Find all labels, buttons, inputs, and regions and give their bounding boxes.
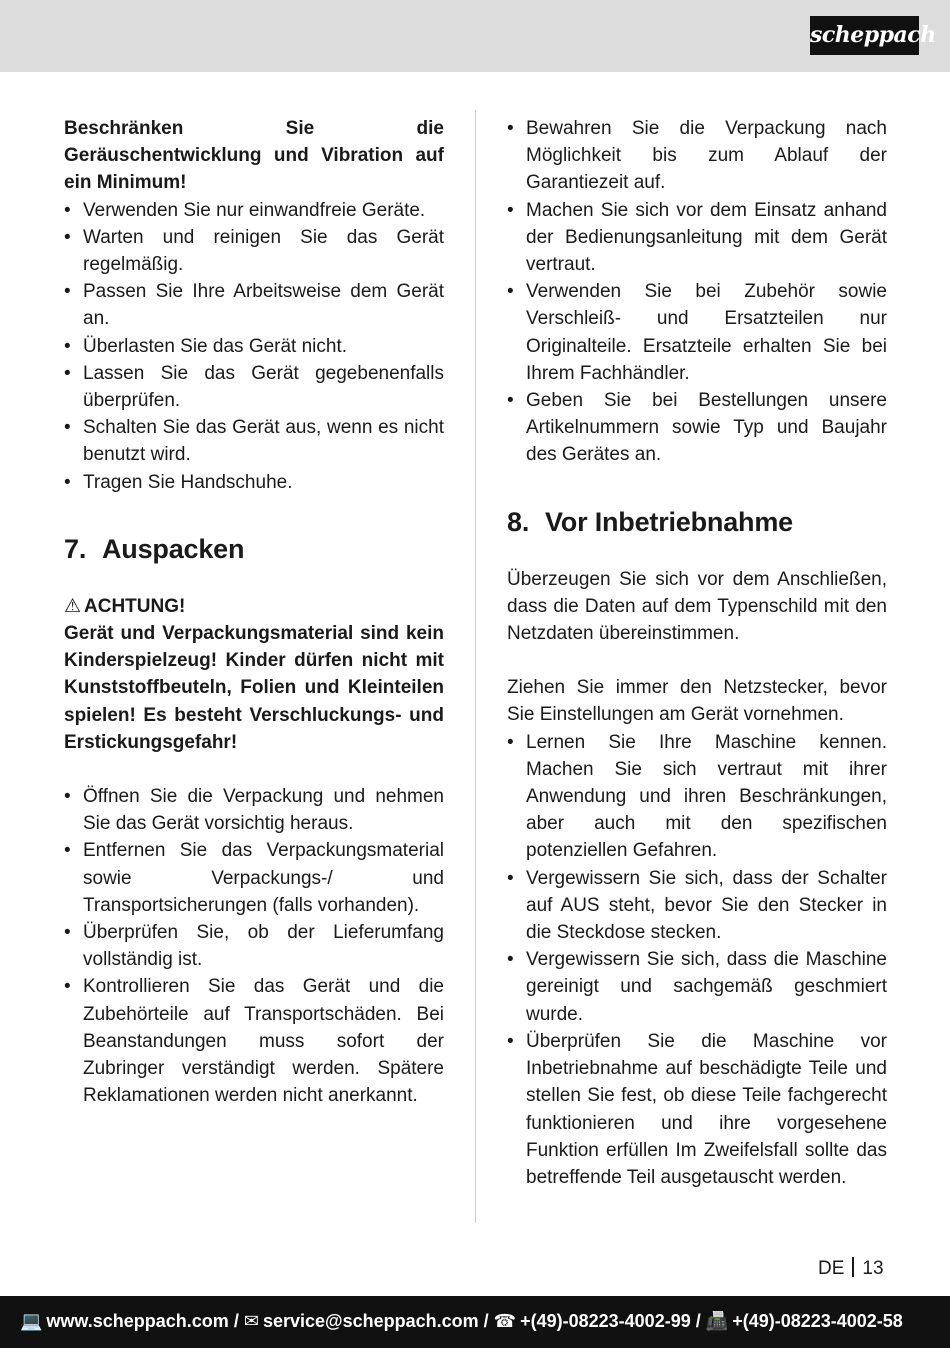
list-item: • Lassen Sie das Gerät gegebenenfalls überprüfen.	[64, 360, 444, 414]
bullet: •	[64, 840, 71, 862]
section-7-heading: 7. Auspacken	[64, 533, 245, 564]
bullet: •	[64, 922, 71, 944]
bullet: •	[507, 949, 514, 971]
list-item: • Passen Sie Ihre Arbeitsweise dem Gerät an.	[64, 278, 444, 332]
computer-icon: 💻	[20, 1311, 43, 1331]
bullet: •	[64, 335, 71, 357]
page-number-separator	[852, 1257, 854, 1277]
bullet: •	[64, 362, 71, 384]
footer-website-link[interactable]: www.scheppach.com	[46, 1311, 229, 1331]
noise-vibration-intro: Beschränken Sie die Geräuschentwicklung und Vibration auf ein Minimum!	[64, 118, 444, 194]
list-item: • Überprüfen Sie, ob der Lieferumfang vollständig ist.	[64, 919, 444, 973]
bullet: •	[64, 786, 71, 808]
warning-triangle-icon: ⚠	[64, 595, 82, 617]
footer-email-link[interactable]: service@scheppach.com	[262, 1311, 479, 1331]
packaging-list	[507, 115, 887, 469]
warning-text: Gerät und Verpackungsmaterial sind kein Kinderspielzeug! Kinder dürfen nicht mit Kunststoffbeuteln, Folien und Kleinteilen spielen! Es besteht Verschluckungs- und Erstickungsgefahr!	[64, 623, 444, 753]
unplug-paragraph: Ziehen Sie immer den Netzstecker, bevor Sie Einstellungen am Gerät vornehmen.	[507, 677, 887, 726]
right-column	[507, 115, 887, 1191]
bullet: •	[64, 976, 71, 998]
bullet: •	[507, 199, 514, 221]
list-item: • Verwenden Sie nur einwandfreie Geräte.	[64, 197, 444, 224]
before-use-list	[507, 729, 887, 1191]
column-divider	[475, 110, 476, 1223]
list-item: • Verwenden Sie bei Zubehör sowie Verschleiß- und Ersatzteilen nur Originalteile. Ersatzteile erhalten Sie bei Ihrem Fachhändler.	[507, 278, 887, 387]
envelope-icon: ✉	[243, 1311, 259, 1331]
bullet: •	[64, 226, 71, 248]
bullet: •	[507, 390, 514, 412]
list-item: • Vergewissern Sie sich, dass die Maschine gereinigt und sachgemäß geschmiert wurde.	[507, 946, 887, 1028]
footer-bar: 💻 www.scheppach.com / ✉ service@scheppach.com / ☎ +(49)-08223-4002-99 / 📠 +(49)-08223-4002-58	[0, 1296, 950, 1348]
list-item: • Entfernen Sie das Verpackungsmaterial sowie Verpackungs-/ und Transportsicherungen (falls vorhanden).	[64, 837, 444, 919]
footer-phone: +(49)-08223-4002-99	[520, 1311, 691, 1331]
brand-logo: scheppach	[810, 16, 919, 55]
page-number	[818, 1255, 884, 1282]
phone-icon: ☎	[493, 1311, 517, 1331]
bullet: •	[507, 731, 514, 753]
bullet: •	[507, 1030, 514, 1052]
list-item: • Überlasten Sie das Gerät nicht.	[64, 333, 444, 360]
list-item: • Schalten Sie das Gerät aus, wenn es nicht benutzt wird.	[64, 414, 444, 468]
mains-check-paragraph: Überzeugen Sie sich vor dem Anschließen, dass die Daten auf dem Typenschild mit den Netzdaten übereinstimmen.	[507, 568, 887, 645]
list-item: • Warten und reinigen Sie das Gerät regelmäßig.	[64, 224, 444, 278]
fax-icon: 📠	[705, 1311, 729, 1331]
bullet: •	[64, 281, 71, 303]
noise-vibration-list	[64, 197, 444, 496]
list-item: • Lernen Sie Ihre Maschine kennen. Machen Sie sich vertraut mit ihrer Anwendung und ihren Beschränkungen, aber auch mit den spezifischen potenziellen Gefahren.	[507, 729, 887, 865]
list-item: • Machen Sie sich vor dem Einsatz anhand der Bedienungsanleitung mit dem Gerät vertraut.	[507, 197, 887, 279]
page-number-value: 13	[862, 1258, 884, 1279]
bullet: •	[507, 867, 514, 889]
list-item: • Überprüfen Sie die Maschine vor Inbetriebnahme auf beschädigte Teile und stellen Sie fest, ob diese Teile fachgerecht funktionieren und ihre vorgesehene Funktion erfüllen Im Zweifelsfall sollte das betreffende Teil ausgetauscht werden.	[507, 1028, 887, 1191]
bullet: •	[64, 417, 71, 439]
unpacking-list	[64, 783, 444, 1109]
bullet: •	[64, 199, 71, 221]
list-item: • Vergewissern Sie sich, dass der Schalter auf AUS steht, bevor Sie den Stecker in die Steckdose stecken.	[507, 865, 887, 947]
list-item: • Geben Sie bei Bestellungen unsere Artikelnummern sowie Typ und Baujahr des Gerätes an.	[507, 387, 887, 469]
bullet: •	[64, 471, 71, 493]
footer-fax: +(49)-08223-4002-58	[732, 1311, 903, 1331]
left-column	[64, 115, 444, 1110]
list-item: • Bewahren Sie die Verpackung nach Möglichkeit bis zum Ablauf der Garantiezeit auf.	[507, 115, 887, 197]
list-item: • Öffnen Sie die Verpackung und nehmen Sie das Gerät vorsichtig heraus.	[64, 783, 444, 837]
warning-heading: ⚠ ACHTUNG!	[64, 593, 444, 620]
bullet: •	[507, 281, 514, 303]
section-8-heading: 8. Vor Inbetriebnahme	[507, 506, 793, 537]
list-item: • Kontrollieren Sie das Gerät und die Zubehörteile auf Transportschäden. Bei Beanstandungen muss sofort der Zubringer verständigt werden. Spätere Reklamationen werden nicht anerkannt.	[64, 973, 444, 1109]
bullet: •	[507, 118, 514, 139]
list-item: • Tragen Sie Handschuhe.	[64, 469, 444, 496]
header-band	[0, 0, 950, 72]
language-code: DE	[818, 1258, 845, 1279]
